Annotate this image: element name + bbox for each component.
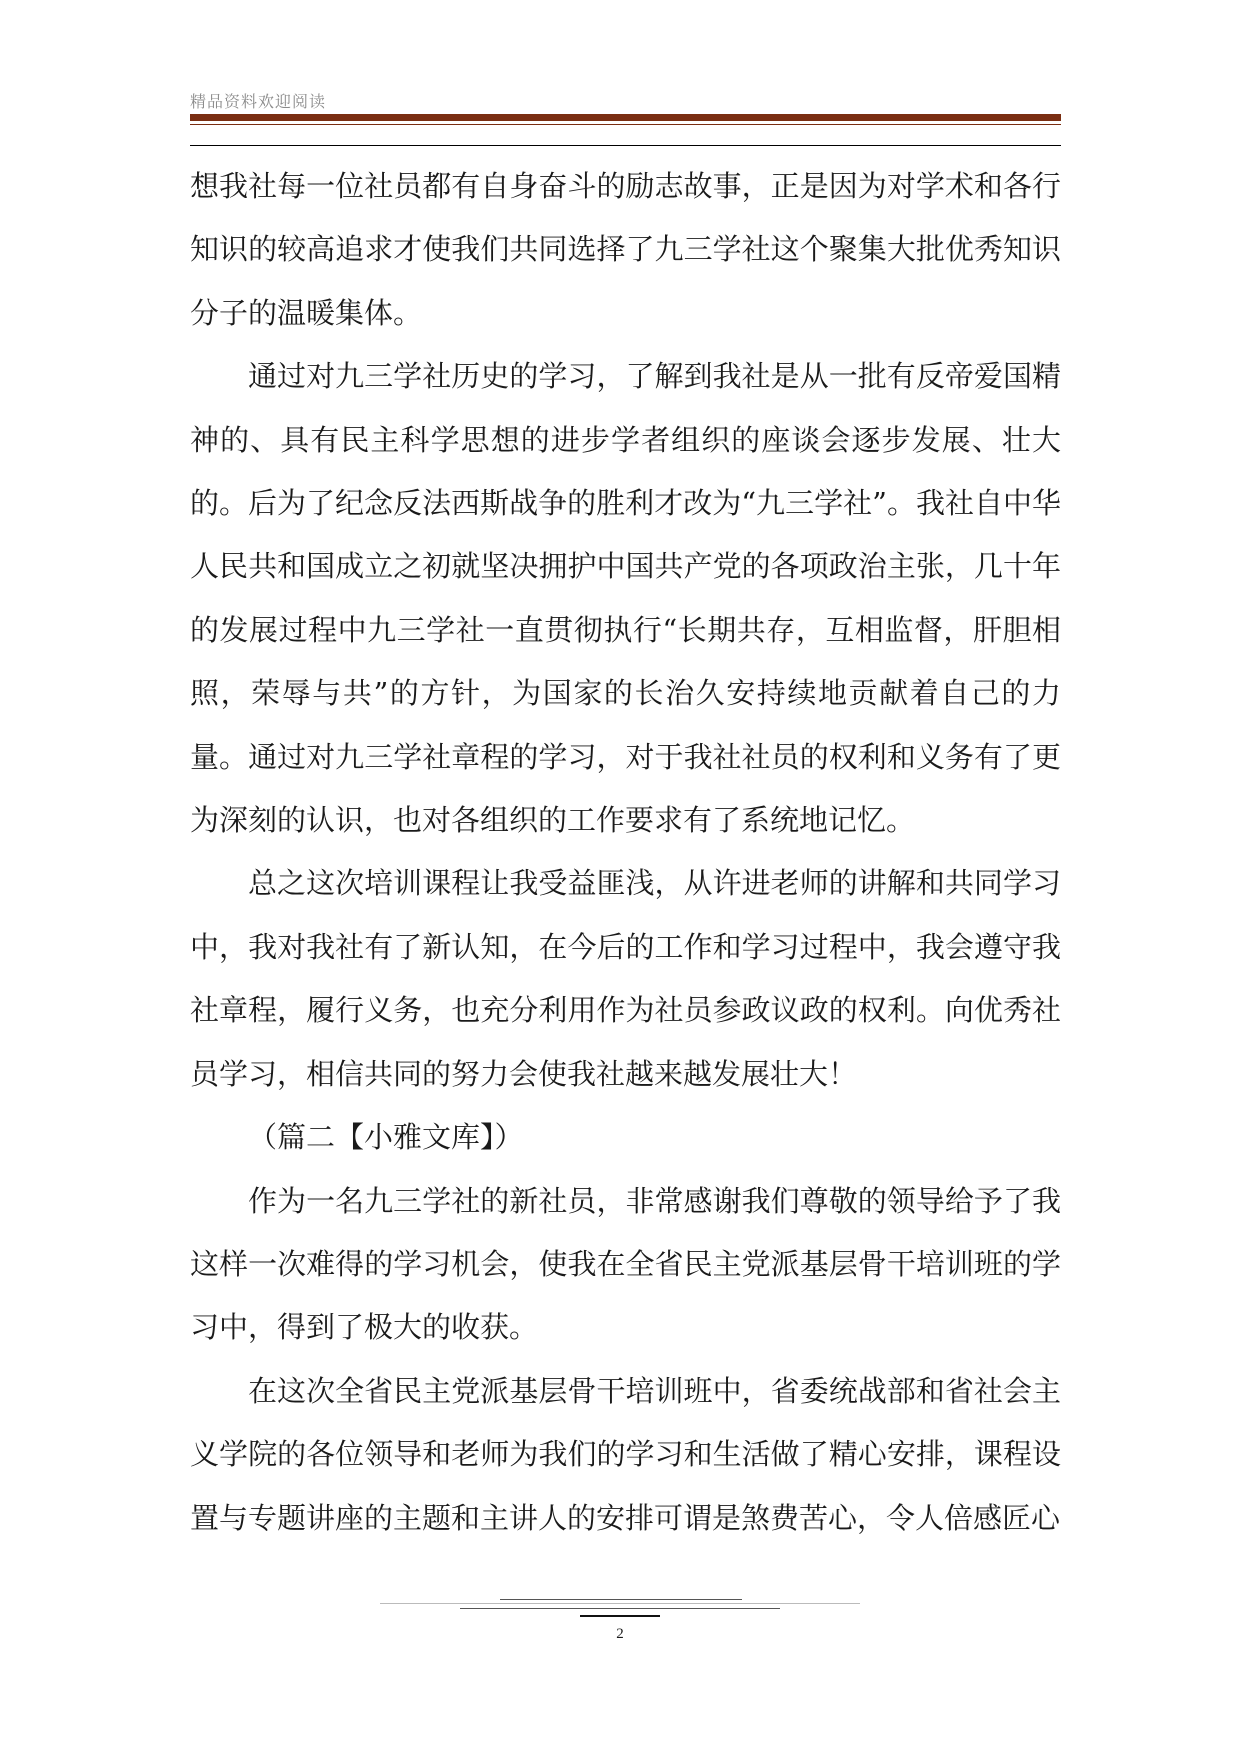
header-title: 精品资料欢迎阅读 [190,92,327,111]
footer-rule-short [580,1615,660,1617]
paragraph-1: 想我社每一位社员都有自身奋斗的励志故事，正是因为对学术和各行知识的较高追求才使我们共同选择了九三学社这个聚集大批优秀知识分子的温暖集体。 [190,169,1061,330]
footer-rule-middle [460,1608,780,1609]
document-body [190,155,1061,1550]
paragraph-4: 作为一名九三学社的新社员，非常感谢我们尊敬的领导给予了我这样一次难得的学习机会，使我在全省民主党派基层骨干培训班的学习中，得到了极大的收获。 [190,1183,1061,1345]
paragraph-3: 总之这次培训课程让我受益匪浅，从许进老师的讲解和共同学习中，我对我社有了新认知，在今后的工作和学习过程中，我会遵守我社章程，履行义务，也充分利用作为社员参政议政的权利。向优秀社员学习，相信共同的努力会使我社越来越发展壮大！ [190,866,1061,1091]
paragraph-2: 通过对九三学社历史的学习，了解到我社是从一批有反帝爱国精神的、具有民主科学思想的进步学者组织的座谈会逐步发展、壮大的。后为了纪念反法西斯战争的胜利才改为“九三学社”。我社自中华人民共和国成立之初就坚决拥护中国共产党的各项政治主张，几十年的发展过程中九三学社一直贯彻执行“长期共存，互相监督，肝胆相照，荣辱与共”的方针，为国家的长治久安持续地贡献着自己的力量。通过对九三学社章程的学习，对于我社社员的权利和义务有了更为深刻的认识，也对各组织的工作要求有了系统地记忆。 [190,359,1061,838]
section-heading: （篇二【小雅文库】） [248,1120,524,1155]
header-rule-bottom [190,145,1061,146]
page-number: 2 [616,1626,624,1642]
footer-rule-light [380,1603,860,1604]
footer-rule-top [500,1599,742,1600]
header-rule-thin [190,124,1061,125]
paragraph-5: 在这次全省民主党派基层骨干培训班中，省委统战部和省社会主义学院的各位领导和老师为我们的学习和生活做了精心安排，课程设置与专题讲座的主题和主讲人的安排可谓是煞费苦心，令人倍感匠心 [190,1373,1061,1535]
header-rule-thick [190,114,1061,121]
